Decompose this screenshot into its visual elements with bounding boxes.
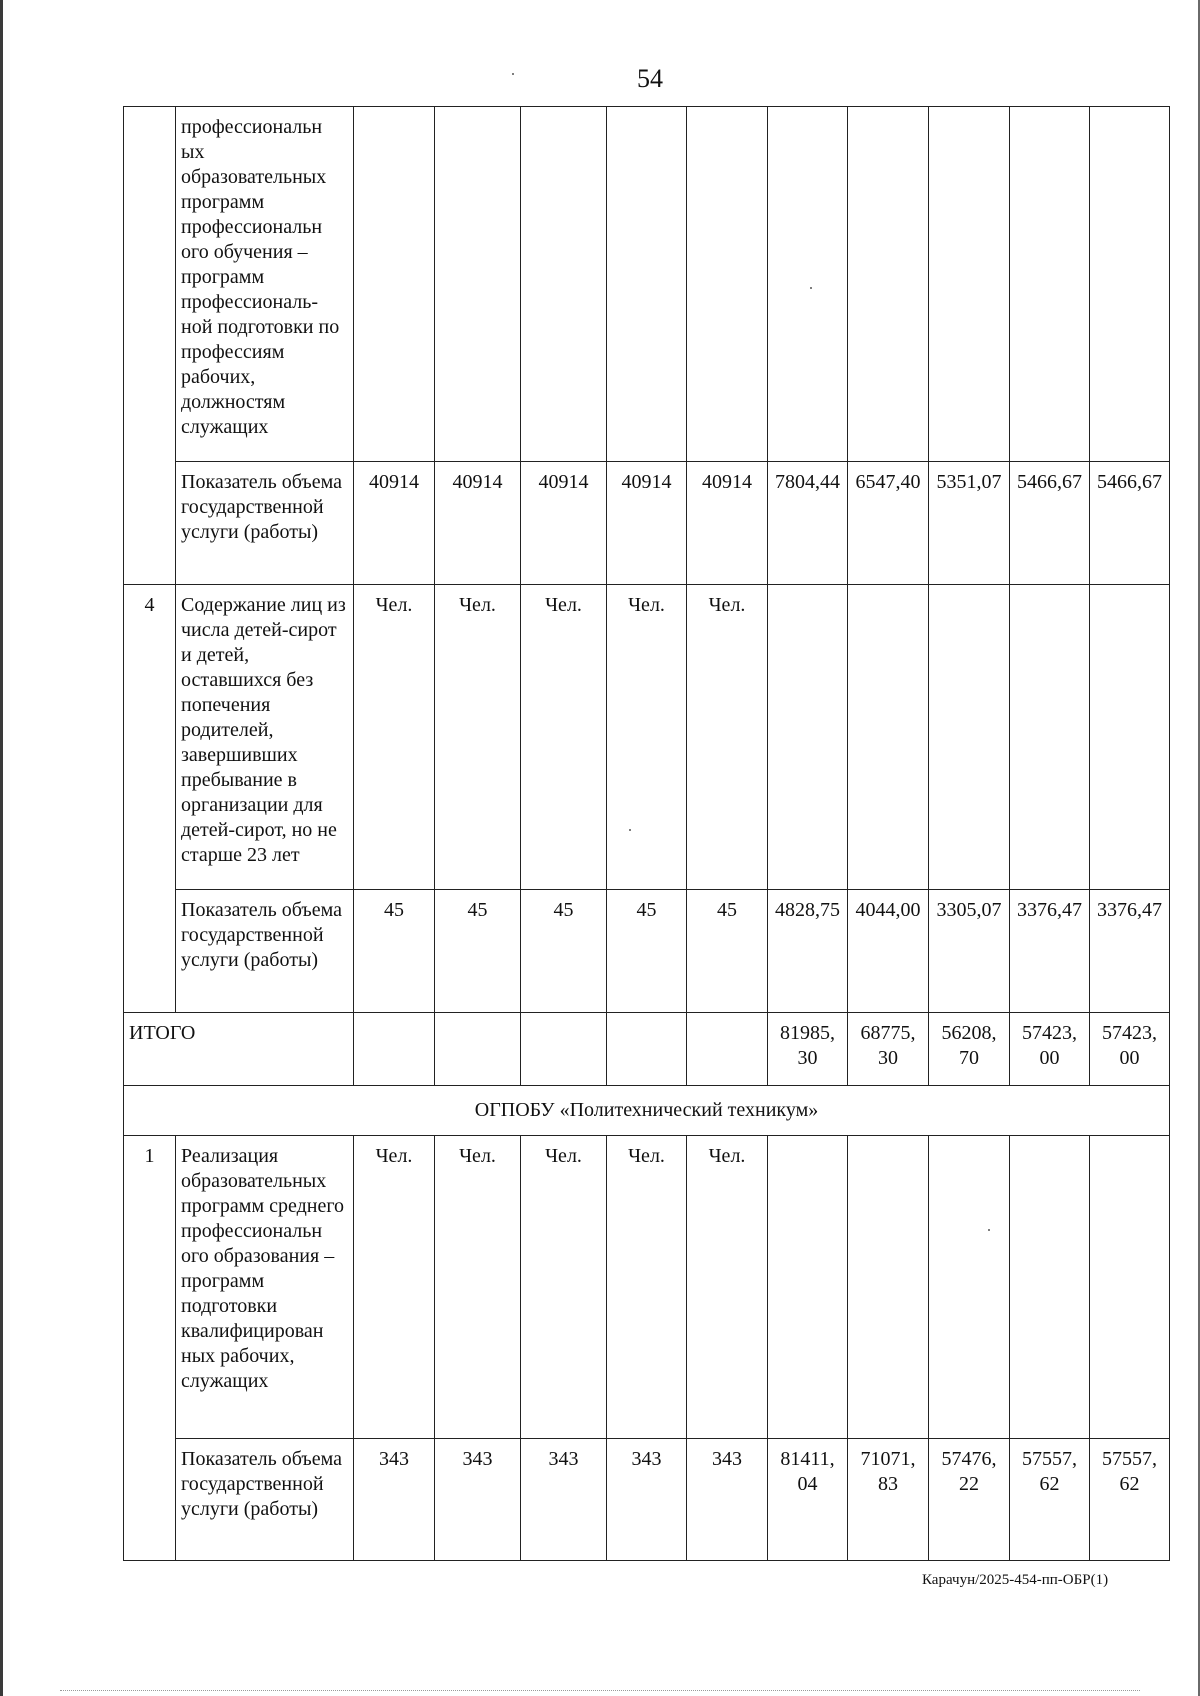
value-cell: 5466,67 — [1010, 462, 1090, 585]
indicator-count-cell: 40914 — [354, 462, 435, 585]
indicator-name-cell: Показатель объема государственной услуги (работы) — [176, 1439, 354, 1561]
value-cell — [1010, 1136, 1090, 1439]
table-row — [124, 890, 1170, 1013]
total-value-cell: 56208, 70 — [929, 1013, 1010, 1086]
value-cell — [929, 107, 1010, 462]
value-cell — [848, 107, 929, 462]
value-cell: 71071, 83 — [848, 1439, 929, 1561]
total-row — [124, 1013, 1170, 1086]
unit-cell — [521, 107, 607, 462]
unit-cell — [607, 107, 687, 462]
table-row — [124, 107, 1170, 462]
document-reference-code: Карачун/2025-454-пп-ОБР(1) — [922, 1572, 1109, 1588]
service-name-cell: Реализация образовательных программ среднего профессиональн ого образования – программ подготовки квалифицирован ных рабочих, служащих — [176, 1136, 354, 1439]
indicator-count-cell: 40914 — [435, 462, 521, 585]
table-row — [124, 585, 1170, 890]
unit-cell — [354, 107, 435, 462]
value-cell: 5466,67 — [1090, 462, 1170, 585]
row-number-cell: 4 — [124, 585, 176, 1013]
table-row — [124, 1136, 1170, 1439]
unit-cell: Чел. — [687, 585, 768, 890]
indicator-count-cell: 45 — [354, 890, 435, 1013]
total-label: ИТОГО — [124, 1013, 354, 1086]
indicator-count-cell: 45 — [521, 890, 607, 1013]
value-cell: 3376,47 — [1010, 890, 1090, 1013]
indicator-count-cell: 343 — [354, 1439, 435, 1561]
total-value-cell: 68775, 30 — [848, 1013, 929, 1086]
unit-cell: Чел. — [607, 1136, 687, 1439]
unit-cell: Чел. — [687, 1136, 768, 1439]
unit-cell — [435, 107, 521, 462]
value-cell — [1090, 585, 1170, 890]
value-cell: 7804,44 — [768, 462, 848, 585]
unit-cell — [687, 107, 768, 462]
unit-cell: Чел. — [354, 585, 435, 890]
indicator-count-cell: 45 — [607, 890, 687, 1013]
indicator-name-cell: Показатель объема государственной услуги (работы) — [176, 462, 354, 585]
indicator-count-cell: 343 — [687, 1439, 768, 1561]
empty-cell — [354, 1013, 435, 1086]
value-cell: 6547,40 — [848, 462, 929, 585]
empty-cell — [435, 1013, 521, 1086]
total-value-cell: 81985, 30 — [768, 1013, 848, 1086]
value-cell: 3305,07 — [929, 890, 1010, 1013]
value-cell: 3376,47 — [1090, 890, 1170, 1013]
scan-edge-left — [0, 0, 3, 1696]
value-cell: 57557, 62 — [1090, 1439, 1170, 1561]
row-number-cell: 1 — [124, 1136, 176, 1561]
value-cell: 57476, 22 — [929, 1439, 1010, 1561]
section-title: ОГПОБУ «Политехнический техникум» — [124, 1086, 1170, 1136]
total-value-cell: 57423, 00 — [1090, 1013, 1170, 1086]
value-cell — [929, 1136, 1010, 1439]
value-cell — [768, 585, 848, 890]
value-cell: 81411, 04 — [768, 1439, 848, 1561]
unit-cell: Чел. — [435, 585, 521, 890]
scan-bottom-rule — [60, 1690, 1140, 1691]
unit-cell: Чел. — [521, 585, 607, 890]
service-name-cell: Содержание лиц из числа детей-сирот и детей, оставшихся без попечения родителей, завершивших пребывание в организации для детей-сирот, но не старше 23 лет — [176, 585, 354, 890]
value-cell: 4828,75 — [768, 890, 848, 1013]
indicator-count-cell: 343 — [607, 1439, 687, 1561]
empty-cell — [607, 1013, 687, 1086]
value-cell — [1090, 1136, 1170, 1439]
indicator-name-cell: Показатель объема государственной услуги (работы) — [176, 890, 354, 1013]
service-name-cell: профессиональн ых образовательных программ профессиональн ого обучения – программ профессиональ-ной подготовки по профессиям рабочих, должностям служащих — [176, 107, 354, 462]
section-row — [124, 1086, 1170, 1136]
budget-table — [123, 106, 1170, 1561]
value-cell: 4044,00 — [848, 890, 929, 1013]
value-cell — [848, 585, 929, 890]
total-value-cell: 57423, 00 — [1010, 1013, 1090, 1086]
value-cell — [768, 107, 848, 462]
row-number-cell — [124, 107, 176, 585]
table-row — [124, 462, 1170, 585]
unit-cell: Чел. — [607, 585, 687, 890]
unit-cell: Чел. — [521, 1136, 607, 1439]
value-cell — [848, 1136, 929, 1439]
indicator-count-cell: 45 — [687, 890, 768, 1013]
indicator-count-cell: 343 — [521, 1439, 607, 1561]
indicator-count-cell: 343 — [435, 1439, 521, 1561]
empty-cell — [687, 1013, 768, 1086]
indicator-count-cell: 40914 — [521, 462, 607, 585]
indicator-count-cell: 40914 — [607, 462, 687, 585]
value-cell — [929, 585, 1010, 890]
unit-cell: Чел. — [435, 1136, 521, 1439]
table-row — [124, 1439, 1170, 1561]
page-number: 54 — [637, 64, 663, 93]
value-cell — [768, 1136, 848, 1439]
value-cell: 5351,07 — [929, 462, 1010, 585]
indicator-count-cell: 45 — [435, 890, 521, 1013]
value-cell — [1010, 585, 1090, 890]
empty-cell — [521, 1013, 607, 1086]
value-cell — [1010, 107, 1090, 462]
value-cell — [1090, 107, 1170, 462]
value-cell: 57557, 62 — [1010, 1439, 1090, 1561]
unit-cell: Чел. — [354, 1136, 435, 1439]
indicator-count-cell: 40914 — [687, 462, 768, 585]
